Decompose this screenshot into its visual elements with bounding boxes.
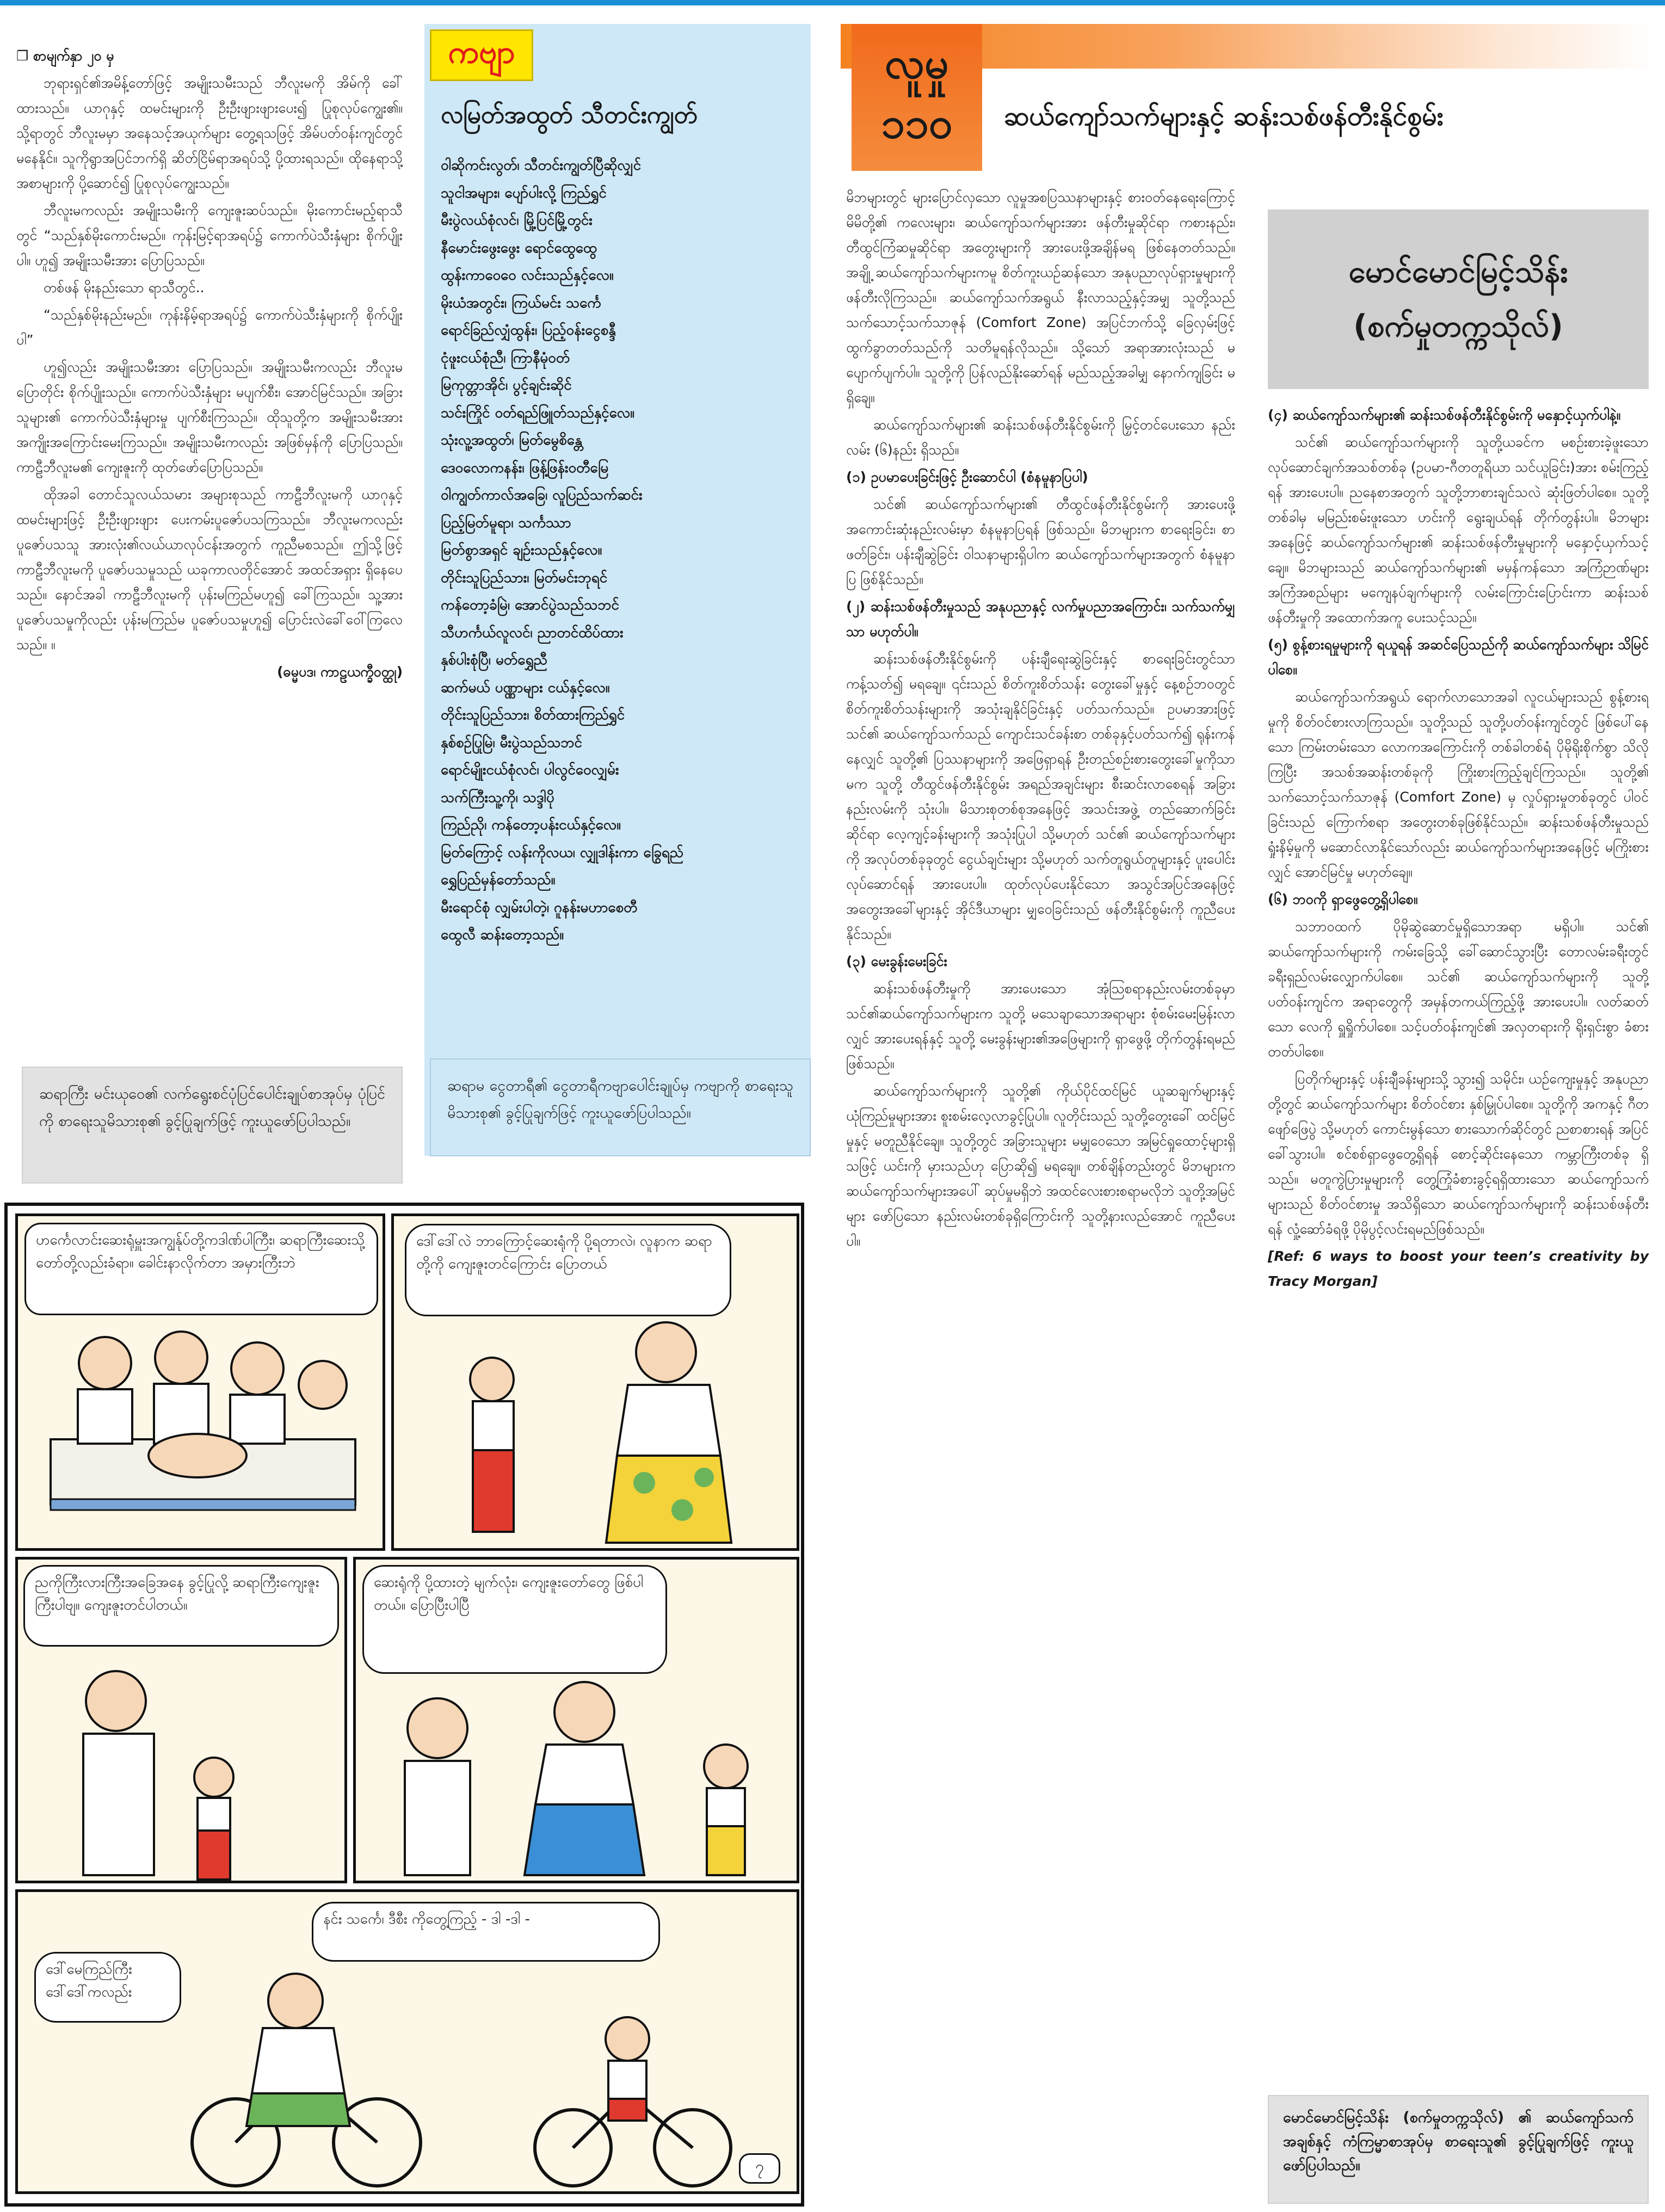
article-paragraph: ဆန်းသစ်ဖန်တီးနိုင်စွမ်းကို ပန်းချီရေးဆွဲခြင်းနှင့် စာရေးခြင်းတွင်သာ ကန့်သတ်၍ မရချေ။ ၎င်းသည် စိတ်ကူးစိတ်သန်း တွေးခေါ်မှုနှင့် နေ့စဉ်ဘဝတွင် စိတ်ကူးစိတ်သန်းများကို အသုံးချနိုင်ခြင်းနှင့် ပတ်သက်သည်။ ဥပမာအားဖြင့် သင်၏ ဆယ်ကျော်သက်သည် ကျောင်းသင်ခန်းစာ တစ်ခုနှင့်ပတ်သက်၍ ရုန်းကန်နေလျှင် သူတို့၏ ပြဿနာများကို အဖြေရှာရန် ဦးတည်စဉ်းစားတွေးခေါ်မှုကိုသာမက သူတို့ တီထွင်ဖန်တီးနိုင်စွမ်း အရည်အချင်းများ စီးဆင်းလာစေရန် အခြားနည်းလမ်းကို သုံးပါ။ မိသားစုတစ်စုအနေဖြင့် အသင်းအဖွဲ့ တည်ဆောက်ခြင်းဆိုင်ရာ လေ့ကျင့်ခန်းများကို အသုံးပြုပါ သို့မဟုတ် သင်၏ ဆယ်ကျော်သက်များကို အလုပ်တစ်ခုခုတွင် ငွေယ်ချင်းများ သို့မဟုတ် သက်တူရွယ်တူများနှင့် ပူးပေါင်းလုပ်ဆောင်ရန် အားပေးပါ။ ထုတ်လုပ်ပေးနိုင်သော အသွင်အပြင်အနေဖြင့် အတွေးအခေါ်များနှင့် အိုင်ဒီယာများ မျှဝေခြင်းသည် ဖန်တီးနိုင်စွမ်းကို ကူညီပေးနိုင်သည်။ xyxy=(846,651,1235,942)
section-heading: (၄) ဆယ်ကျော်သက်များ၏ ဆန်းသစ်ဖန်တီးနိုင်စွမ်းကို မနှောင့်ယှက်ပါနဲ့။ xyxy=(1268,407,1621,423)
article-paragraph: ဆယ်ကျော်သက်များကို သူတို့၏ ကိုယ်ပိုင်ထင်မြင် ယူဆချက်များနှင့် ယုံကြည်မှုများအား စူးစမ်းလေ့လာခွင့်ပြုပါ။ လူတိုင်းသည် သူတို့တွေးခေါ် ထင်မြင်မှုနှင့် မတူညီနိုင်ချေ။ သူတို့တွင် အခြားသူများ မမျှဝေသော အမြင်ရှုထောင့်များရှိသဖြင့် ယင်းကို မှားသည်ဟု ပြောဆို၍ မရချေ။ တစ်ချိန်တည်းတွင် မိဘများက ဆယ်ကျော်သက်များအပေါ် ဆုပ်မှုမရှိဘဲ အထင်လေးစားစရာမလိုဘဲ သူတို့အမြင်များ ဖော်ပြသော နည်းလမ်းတစ်ခုရှိကြောင်းကို သူတို့နားလည်အောင် ကူညီပေးပါ။ xyxy=(846,1083,1235,1249)
poem-line: မြတ်စွာအရှင် ချဉ်းသည်နှင့်လေ။ xyxy=(441,542,602,558)
story-paragraph: ဘီလူးမကလည်း အမျိုးသမီးကို ကျေးဇူးဆပ်သည်။ မိုးကောင်းမည့်ရာသီတွင် “သည်နှစ်မိုးကောင်းမည်။ ကုန်းမြင့်ရာအရပ်၌ ကောက်ပဲသီးနှံများ စိုက်ပျိုးပါ။ ဟူ၍ အမျိုးသမီးအား ပြောပြသည်။ xyxy=(16,202,403,268)
article-paragraph: သင်၏ ဆယ်ကျော်သက်များကို သူတို့ယခင်က မစဉ်းစားခဲ့ဖူးသော လုပ်ဆောင်ချက်အသစ်တစ်ခု (ဥပမာ-ဂီတတူရိယာ သင်ယူခြင်း)အား စမ်းကြည့်ရန် အားပေးပါ။ ညနေစာအတွက် သူတို့ဘာစားချင်သလဲ ဆုံးဖြတ်ပါစေ။ သူတို့တစ်ခါမှ မမြည်းစမ်းဖူးသော ဟင်းကို ရွေးချယ်ရန် တိုက်တွန်းပါ။ မိဘများအနေဖြင့် ဆယ်ကျော်သက်များ၏ ဆန်းသစ်ဖန်တီးမှုများကို မနှောင့်ယှက်သင့်ချေ။ မိဘများသည် ဆယ်ကျော်သက်များ၏ မမှန်ကန်သော အကြံဉာဏ်များ အကြံအစည်များ မကျေနပ်ချက်များကို လမ်းကြောင်းပြောင်းကာ ဆန်းသစ်ဖန်တီးမှုကို အထောက်အကူ ပေးသင့်သည်။ xyxy=(1268,434,1649,625)
section-tag-label: လူမှု xyxy=(885,39,949,88)
speech-bubble: ဒေါ်မေကြည်ကြီး ဒေါ်ဒေါ်ကလည်း xyxy=(34,1952,181,2023)
article-paragraph: ဆယ်ကျော်သက်အရွယ် ရောက်လာသောအခါ လူငယ်များသည် စွန့်စားရမှုကို စိတ်ဝင်စားလာကြသည်။ သူတို့သည် သူတို့ပတ်ဝန်းကျင်တွင် ဖြစ်ပေါ်နေသော ကြမ်းတမ်းသော လောကအကြောင်းကို တစ်ခါတစ်ရံ ပိုမိုရိုးစိုက်စွာ သိလိုကြပြီး အသစ်အဆန်းတစ်ခုကို ကြိုးစားကြည့်ချင်ကြသည်။ သူတို့၏ သက်သောင့်သက်သာဇုန် (Comfort Zone) မှ လှုပ်ရှားမှုတစ်ခုတွင် ပါဝင်ခြင်းသည် ကြောက်စရာ အတွေးတစ်ခုဖြစ်နိုင်သည်။ ဆန်းသစ်ဖန်တီးမှုသည် ရှုံးနိမ့်မှုကို မဆောင်လာနိုင်သော်လည်း ဆယ်ကျော်သက်များအနေဖြင့် မကြိုးစားလျှင် အောင်မြင်မှု မဟုတ်ချေ။ xyxy=(1268,689,1649,880)
doctor-and-child-illustration xyxy=(34,1658,339,1881)
poem-line: ဒေဝလောကနန်း၊ ဖြန့်ဖြန်းဝတီမြေ xyxy=(441,459,609,476)
poem-line: ထွန်းကာဝေဝေ လင်းသည်နှင့်လေ။ xyxy=(441,267,614,284)
poem-title: လမြတ်အထွတ် သီတင်းကျွတ် xyxy=(441,101,698,129)
poem-line: နှစ်ပါးစုံပြီ၊ မတ်ရွှေညီ xyxy=(441,652,547,668)
author-name: မောင်မောင်မြင့်သိန်း xyxy=(1348,254,1568,289)
article-title: ဆယ်ကျော်သက်များနှင့် ဆန်းသစ်ဖန်တီးနိုင်စွမ်း xyxy=(1004,101,1444,132)
article-credit-text: မောင်မောင်မြင့်သိန်း (စက်မှုတက္ကသိုလ်) ၏ ဆယ်ကျော်သက်အချစ်နှင့် ကံကြမ္မာစာအုပ်မှ စာရေးသူ၏ ခွင့်ပြုချက်ဖြင့် ကူးယူဖော်ပြပါသည်။ xyxy=(1283,2109,1633,2174)
poem-line: တိုင်းသူပြည်သား၊ မြတ်မင်းဘုရင် xyxy=(441,569,608,586)
poem-line: ဝါကျွတ်ကာလ်အခြေ၊ လူပြည်သက်ဆင်း xyxy=(441,487,643,503)
poem-line: ဝါဆိုကင်းလွတ်၊ သီတင်းကျွတ်ပြီဆိုလျှင် xyxy=(441,157,642,174)
article-header xyxy=(841,24,1657,171)
poem-line: မိုးယံအတွင်း၊ ကြယ်မင်း သင်္ကေ xyxy=(441,294,601,311)
hospital-scene-illustration xyxy=(18,1320,383,1548)
woman-greeting-girl-illustration xyxy=(427,1320,786,1548)
poem-line: ကန်တော့ခံမြဲ၊ အောင်ပွဲသည်သဘင် xyxy=(441,597,619,613)
article-paragraph: ပြတိုက်များနှင့် ပန်းချီခန်းများသို့ သွား၍ သမိုင်း၊ ယဉ်ကျေးမှုနှင့် အနုပညာတို့တွင် ဆယ်ကျော်သက်များ စိတ်ဝင်စား နှစ်မြှုပ်ပါစေ။ သူတို့ကို အကနှင့် ဂီတဖျော်ဖြေပွဲ သို့မဟုတ် ကောင်းမွန်သော စားသောက်ဆိုင်တွင် ညစာစားရန် အပြင်ခေါ်သွားပါ။ စင်စစ်ရှာဖွေတွေ့ရှိရန် စောင့်ဆိုင်းနေသော ကမ္ဘာကြီးတစ်ခု ရှိသည်။ မတူကွဲပြားမှုများကို တွေ့ကြုံခံစားခွင့်ရရှိထားသော ဆယ်ကျော်သက်များသည် စိတ်ဝင်စားမှု အသိရှိသော ဆယ်ကျော်သက်များကို ဆန်းသစ်ဖန်တီးရန် လှုံ့ဆော်ခံရဖို့ ပိုမိုပွင့်လင်းရမည်ဖြစ်သည်။ xyxy=(1268,1071,1649,1237)
author-affiliation: (စက်မှုတက္ကသိုလ်) xyxy=(1353,309,1563,344)
poem-line: သူငါအများ၊ ပျော်ပါးလို့ ကြည်ရွှင် xyxy=(441,184,607,201)
group-talking-illustration xyxy=(367,1679,791,1881)
poem-credit-box xyxy=(430,1058,811,1156)
poem-line: မီးရောင်စုံ လျှမ်းပါတဲ့၊ ဂူနန်းမဟာစေတီ xyxy=(441,899,638,916)
article-column-1 xyxy=(846,185,1235,1256)
poem-line: ရွှေပြည်မှန်တော်သည်။ xyxy=(441,872,556,888)
poem-line: ပြည့်မြတ်မူရာ၊ သင်္ကဿာ xyxy=(441,514,571,531)
speech-bubble: ဒေါ်ဒေါ်လဲ ဘာကြောင့်ဆေးရုံကို ပို့ရတာလဲ၊ လူနာက ဆရာတို့ကို ကျေးဇူးတင်ကြောင်း ပြောတယ် xyxy=(405,1224,731,1316)
poem-line: သုံးလူ့အထွတ်၊ မြတ်မွေစိန္တေ xyxy=(441,432,582,448)
story-credit-box xyxy=(22,1067,403,1184)
poem-line: သင်းကြိုင် ဝတ်ရည်ဖြူတ်သည်နှင့်လေ။ xyxy=(441,404,634,421)
comic-panel-3 xyxy=(15,1557,347,1883)
continued-from-label: ❐ စာမျက်နှာ ၂၀ မှ xyxy=(16,48,114,64)
section-heading: (၁) ဥပမာပေးခြင်းဖြင့် ဦးဆောင်ပါ (စံနမူနာပြပါ) xyxy=(846,469,1088,485)
poem-line: သီဟင်္ကယ်လူလင်၊ ညာတင်ထိပ်ထား xyxy=(441,624,624,641)
section-heading: (၃) မေးခွန်းမေးခြင်း xyxy=(846,953,947,969)
comic-panel-1 xyxy=(15,1213,385,1551)
story-citation: (ဓမ္မပဒ၊ ကာဠယက္ခီဝတ္ထု) xyxy=(277,664,403,680)
article-paragraph: သင်၏ ဆယ်ကျော်သက်များ၏ တီထွင်ဖန်တီးနိုင်စွမ်းကို အားပေးဖို့ အကောင်းဆုံးနည်းလမ်းမှာ စံနမူနာပြရန် ဖြစ်သည်။ မိဘများက စာရေးခြင်း၊ စာဖတ်ခြင်း၊ ပန်းချီဆွဲခြင်း ဝါသနာများရှိပါက ဆယ်ကျော်သက်များအတွက် စံနမူနာပြ ဖြစ်နိုင်သည်။ xyxy=(846,496,1235,587)
comic-panel-2 xyxy=(391,1213,799,1551)
story-continued-column xyxy=(16,44,403,687)
article-paragraph: ဆန်းသစ်ဖန်တီးမှုကို အားပေးသော အုံသြစရာနည်းလမ်းတစ်ခုမှာ သင်၏ဆယ်ကျော်သက်များက သူတို့ မသေချာသောအရာများ စုံစမ်းမေးမြန်းလာလျှင် အားပေးရန်နှင့် သူတို့ မေးခွန်းများ၏အဖြေများကို ရှာဖွေဖို့ တိုက်တွန်းရမည်ဖြစ်သည်။ xyxy=(846,981,1235,1071)
poem-line: ဆက်မယ် ပဏ္ဏာများ ငယ်နှင့်လေ။ xyxy=(441,679,610,696)
comic-panel-5 xyxy=(15,1889,799,2194)
story-credit-text: ဆရာကြီး မင်းယုဝေ၏ လက်ရွေးစင်ပုံပြင်ပေါင်းချုပ်စာအုပ်မှ ပုံပြင်ကို စာရေးသူမိသားစု၏ ခွင့်ပြုချက်ဖြင့် ကူးယူဖော်ပြပါသည်။ xyxy=(39,1086,385,1130)
poem-line: မီးပွဲလယ်စုံလင်၊ မြို့ပြင်မြို့တွင်း xyxy=(441,212,593,229)
story-paragraph: “သည်နှစ်မိုးနည်းမည်။ ကုန်းနိမ့်ရာအရပ်၌ ကောက်ပဲသီးနှံများကို စိုက်ပျိုးပါ” xyxy=(16,307,403,348)
comic-page-number: ၇ xyxy=(739,2153,780,2184)
poem-line: နှစ်စဉ်ပြုမြဲ၊ မီးပွဲသည်သဘင် xyxy=(441,734,582,751)
article-paragraph: သဘာဝထက် ပိုမိုဆွဲဆောင်မှုရှိသောအရာ မရှိပါ။ သင်၏ ဆယ်ကျော်သက်များကို ကမ်းခြေသို့ ခေါ်ဆောင်သွားပြီး တောလမ်းခရီးတွင် ခရီးရှည်လမ်းလျှောက်ပါစေ။ သင်၏ ဆယ်ကျော်သက်များကို သူတို့ပတ်ဝန်းကျင်က အရာတွေကို အမှန်တကယ်ကြည့်ဖို့ အားပေးပါ။ လတ်ဆတ်သော လေကို ရှူရှိုက်ပါစေ။ သင့်ပတ်ဝန်းကျင်၏ အလှတရားကို ရိုးရှင်းစွာ ခံစားတတ်ပါစေ။ xyxy=(1268,919,1649,1059)
section-tag xyxy=(852,24,982,171)
article-paragraph: ဆယ်ကျော်သက်များ၏ ဆန်းသစ်ဖန်တီးနိုင်စွမ်းကို မြှင့်တင်ပေးသော နည်းလမ်း (၆)နည်း ရှိသည်။ xyxy=(846,417,1235,458)
poem-line: သက်ကြီးသူ့ကို၊ သဒ္ဒါပို xyxy=(441,789,554,806)
story-paragraph: ဘုရားရှင်၏အမိန့်တော်ဖြင့် အမျိုးသမီးသည် ဘီလူးမကို အိမ်ကို ခေါ်ထားသည်။ ယာဂုနှင့် ထမင်းများကို ဦးဦးဖျားဖျားပေး၍ ပြုစုလုပ်ကျွေး၏။ သို့ရာတွင် ဘီလူးမမှာ အနေသင့်အယုက်များ တွေ့ရသဖြင့် အိမ်ပတ်ဝန်းကျင်တွင် မနေနိုင်။ သူကိုရွာအပြင်ဘက်ရှိ ဆိတ်ငြိမ်ရာအရပ်သို့ ပို့ထားရသည်။ ထိုနေရာသို့ အစာများကို ပို့ဆောင်၍ ပြုစုလုပ်ကျွေးသည်။ xyxy=(16,75,403,191)
bicycle-scene-illustration xyxy=(170,1968,769,2191)
speech-bubble: ဆေးရုံကို ပို့ထားတဲ့ မျက်လုံး၊ ကျေးဇူးတော်တွေ ဖြစ်ပါတယ်။ ပြောပြီးပါပြီ xyxy=(362,1565,667,1674)
poem-line: တိုင်းသူပြည်သား၊ စိတ်ထားကြည်ရွှင် xyxy=(441,707,625,723)
author-box xyxy=(1268,210,1649,389)
top-accent-bar xyxy=(0,0,1665,5)
comic-strip xyxy=(4,1203,804,2207)
poem-line: ငုံဖူးငယ်စုံညီ၊ ကြာနီမုံဝတ် xyxy=(441,349,570,366)
story-paragraph: ဟူ၍လည်း အမျိုးသမီးအား ပြောပြသည်။ အမျိုးသမီးကလည်း ဘီလူးမပြောတိုင်း စိုက်ပျိုးသည်။ ကောက်ပဲသီးနှံများ မပျက်စီး၊ အောင်မြင်သည်။ အခြားသူများ၏ ကောက်ပဲသီးနှံများမှု ပျက်စီးကြသည်။ ထိုသူတို့က အမျိုးသမီးအား အကျိုးအကြောင်းမေးကြသည်။ အမျိုးသမီးကလည်း အဖြစ်မှန်ကို ပြောပြသည်။ ကာဠီဘီလူးမ၏ ကျေးဇူးကို ထုတ်ဖော်ပြောပြသည်။ xyxy=(16,359,403,475)
poem-line: ကြည်ညို၊ ကန်တော့ပန်းငယ်နှင့်လေ။ xyxy=(441,817,621,833)
poem-category-tag: ကဗျာ xyxy=(430,29,533,81)
poem-panel xyxy=(424,24,811,1156)
poem-line: နီမောင်းဖွေးဖွေး ရောင်ထွေထွေ xyxy=(441,239,597,256)
story-paragraph: တစ်ဖန် မိုးနည်းသော ရာသီတွင်.. xyxy=(44,280,205,295)
poem-lines xyxy=(441,152,800,949)
speech-bubble: နင်း သင်္ကေ၊ ဒီစီး ကိုတွေ့ကြည့် - ဒါ -ဒါ - xyxy=(312,1902,660,1962)
poem-line: ရောင်မျိုးငယ်စုံလင်၊ ပါလွင်ဝေလျှမ်း xyxy=(441,762,619,778)
section-heading: (၆) ဘဝကို ရှာဖွေတွေ့ရှိပါစေ။ xyxy=(1268,891,1418,907)
section-heading: (၂) ဆန်းသစ်ဖန်တီးမှုသည် အနုပညာနှင့် လက်မှုပညာအကြောင်း၊ သက်သက်မျှသာ မဟုတ်ပါ။ xyxy=(846,599,1235,639)
poem-line: မြကုတ္တာအိုင်၊ ပွင့်ချင်းဆိုင် xyxy=(441,377,572,393)
article-paragraph: မိဘများတွင် များပြောင်လှသော လူမှုအစပြဿနာများနှင့် စားဝတ်နေရေးကြောင့် မိမိတို့၏ ကလေးများ၊ ဆယ်ကျော်သက်များအား ဖန်တီးမှုဆိုင်ရာ ကစားနည်း၊ တီထွင်ကြံဆမှုဆိုင်ရာ အတွေးများကို အားပေးဖို့အချိန်မရ ဖြစ်နေတတ်သည်။ အချို့ ဆယ်ကျော်သက်များကမူ စိတ်ကူးယဉ်ဆန်သော အနုပညာလုပ်ရှားမှုများကို ဖန်တီးလိုကြသည်။ ဆယ်ကျော်သက်အရွယ် နီးလာသည့်နှင့်အမျှ သူတို့သည် သက်သောင့်သက်သာဇုန် (Comfort Zone) အပြင်ဘက်သို့ ခြေလှမ်းဖြင့် ထွက်ခွာတတ်သည်ကို သတိမူရန်လိုသည်။ သို့သော် အရာအားလုံးသည် မပျောက်ပျက်ပါ။ သူတို့ကို ပြန်လည်နိုးဆော်ရန် မည်သည့်အခါမျှ နောက်ကျခြင်း မရှိချေ။ xyxy=(846,189,1235,405)
story-paragraph: ထိုအခါ တောင်သူလယ်သမား အများစုသည် ကာဠီဘီလူးမကို ယာဂုနှင့် ထမင်းများဖြင့် ဦးဦးဖျားဖျား ပေးကမ်းပူဇော်ပသကြသည်။ ဘီလူးမကလည်း ပူဇော်ပသသူ အားလုံး၏လယ်ယာလုပ်ငန်းအတွက် ကူညီမစသည်။ ဤသို့ဖြင့် ကာဠီဘီလူးမကို ပူဇော်ပသမှုသည် ယခုကာလတိုင်အောင် အထင်အရှား ရှိနေပေသည်။ နောင်အခါ ကာဠီဘီလူးမကို ပုန်းမကြည်မဟူ၍ ခေါ်ကြသည်။ သူ့အား ပူဇော်ပသမှုကိုလည်း ပုန်းမကြည်မ ပူဇော်ပသမှုဟူ၍ ပြောင်းလဲခေါ်ဝေါ်ကြလေသည်။ ။ xyxy=(16,486,403,652)
section-page-number: ၁၁၀ xyxy=(881,99,953,148)
speech-bubble: ဟင်္ကေလာင်းဆေးရုံမှူးအကျွန်ုပ်တို့ကဒါဏ်ပါကြီး၊ ဆရာကြီးဆေးသို့ တော်တို့လည်းခံရာ။ ခေါင်းနာလိုက်တာ အမှားကြီးဘဲ xyxy=(24,1223,378,1315)
section-heading: (၅) စွန့်စားရမှုများကို ရယူရန် အဆင်ပြေသည်ကို ဆယ်ကျော်သက်များ သိမြင်ပါစေ။ xyxy=(1268,637,1649,677)
comic-panel-4 xyxy=(353,1557,799,1883)
poem-line: ရောင်ခြည်လျှံထွန်း၊ ပြည့်ဝန်းငွေစန္ဒီ xyxy=(441,322,616,338)
reference-note: [Ref: 6 ways to boost your teen’s creativity by Tracy Morgan] xyxy=(1268,1248,1649,1289)
speech-bubble: ညကိုကြီးလားကြီးအခြေအနေ ခွင့်ပြုလို့ ဆရာကြီးကျေးဇူး ကြီးပါဗျ။ ကျေးဇူးတင်ပါတယ်။ xyxy=(23,1565,339,1647)
article-credit-box xyxy=(1268,2095,1649,2204)
poem-credit-text: ဆရာမ ငွေတာရီ၏ ငွေတာရီကဗျာပေါင်းချုပ်မှ ကဗျာကို စာရေးသူမိသားစု၏ ခွင့်ပြုချက်ဖြင့် ကူးယူဖော်ပြပါသည်။ xyxy=(447,1077,793,1122)
poem-line: ထွေလီ ဆန်းတော့သည်။ xyxy=(441,927,564,943)
poem-line: မြတ်ကြောင့် လန်းကိုလယ၊ လျှုဒါန်းကာ ခြွေရည် xyxy=(441,844,683,861)
article-column-2 xyxy=(1268,403,1649,1296)
